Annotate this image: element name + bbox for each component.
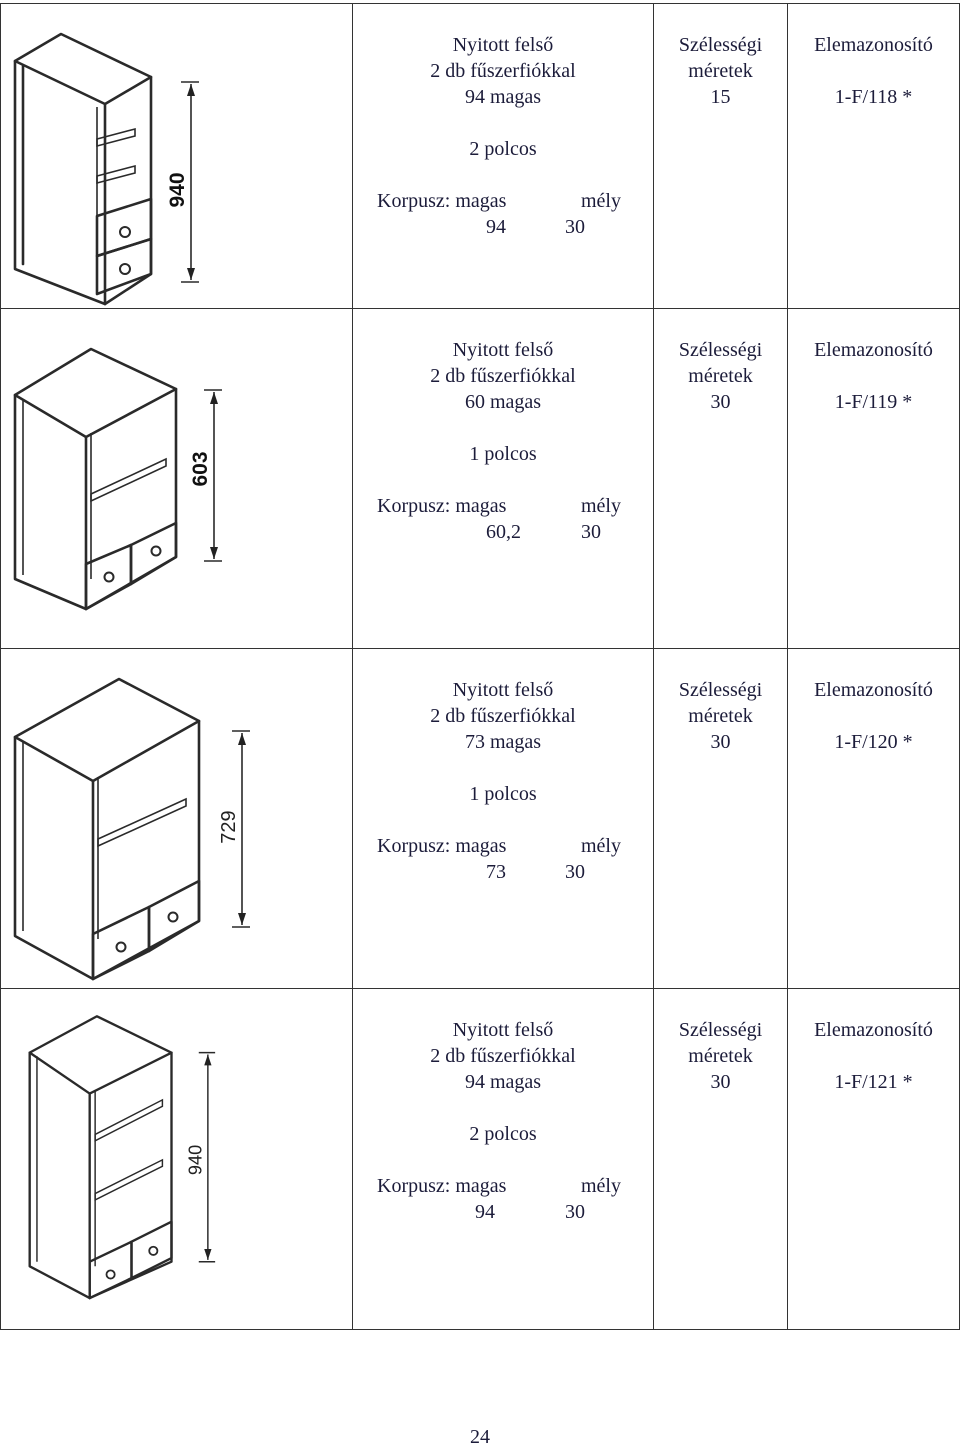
shelf-count: 2 polcos — [469, 1123, 537, 1145]
product-title: Nyitott felső — [452, 679, 554, 701]
product-subtitle: 2 db fűszerfiókkal — [430, 60, 576, 82]
cabinet-drawing — [1, 649, 352, 989]
description-cell — [353, 649, 653, 989]
width-header-2: méretek — [688, 1045, 753, 1067]
id-cell — [788, 649, 959, 989]
page-number: 24 — [470, 1426, 490, 1448]
body-depth-value: 30 — [565, 216, 585, 238]
id-header: Elemazonosító — [814, 1019, 933, 1041]
body-height-value: 94 — [486, 216, 506, 238]
width-value: 30 — [710, 1071, 731, 1093]
table-row — [0, 988, 960, 1330]
body-depth-value: 30 — [581, 521, 601, 543]
body-label: Korpusz: magas — [377, 190, 507, 212]
shelf-count: 1 polcos — [469, 783, 537, 805]
dimension-label: 729 — [218, 810, 240, 844]
width-header: Szélességi — [678, 679, 763, 701]
id-cell — [788, 989, 959, 1329]
width-header: Szélességi — [678, 339, 763, 361]
body-height-value: 73 — [486, 861, 506, 883]
width-header: Szélességi — [678, 34, 763, 56]
product-height: 94 magas — [464, 86, 542, 108]
width-value: 30 — [710, 731, 731, 753]
width-header-2: méretek — [688, 365, 753, 387]
table-row — [0, 648, 960, 989]
shelf-count: 2 polcos — [469, 138, 537, 160]
depth-label: mély — [581, 1175, 621, 1197]
product-subtitle: 2 db fűszerfiókkal — [430, 1045, 576, 1067]
table-row — [0, 308, 960, 649]
product-height: 73 magas — [464, 731, 542, 753]
cabinet-drawing — [1, 309, 352, 649]
id-cell — [788, 4, 959, 344]
body-depth-value: 30 — [565, 1201, 585, 1223]
item-id: 1-F/121 * — [834, 1071, 913, 1093]
cabinet-drawing — [1, 4, 352, 344]
width-value: 15 — [710, 86, 731, 108]
body-label: Korpusz: magas — [377, 835, 507, 857]
body-depth-value: 30 — [565, 861, 585, 883]
depth-label: mély — [581, 835, 621, 857]
width-header-2: méretek — [688, 705, 753, 727]
description-cell — [353, 4, 653, 344]
description-cell — [353, 309, 653, 649]
item-id: 1-F/118 * — [834, 86, 913, 108]
product-title: Nyitott felső — [452, 1019, 554, 1041]
id-header: Elemazonosító — [814, 679, 933, 701]
cabinet-drawing — [1, 989, 352, 1329]
product-title: Nyitott felső — [452, 339, 554, 361]
size-cell — [654, 309, 787, 649]
product-title: Nyitott felső — [452, 34, 554, 56]
id-header: Elemazonosító — [814, 339, 933, 361]
description-cell — [353, 989, 653, 1329]
product-subtitle: 2 db fűszerfiókkal — [430, 705, 576, 727]
product-subtitle: 2 db fűszerfiókkal — [430, 365, 576, 387]
table-row — [0, 3, 960, 344]
depth-label: mély — [581, 190, 621, 212]
shelf-count: 1 polcos — [469, 443, 537, 465]
body-height-value: 94 — [475, 1201, 495, 1223]
size-cell — [654, 4, 787, 344]
width-value: 30 — [710, 391, 731, 413]
dimension-label: 603 — [189, 451, 212, 487]
dimension-label: 940 — [166, 172, 189, 208]
id-header: Elemazonosító — [814, 34, 933, 56]
item-id: 1-F/119 * — [834, 391, 913, 413]
size-cell — [654, 989, 787, 1329]
id-cell — [788, 309, 959, 649]
product-height: 94 magas — [464, 1071, 542, 1093]
dimension-label: 940 — [185, 1144, 206, 1176]
body-height-value: 60,2 — [486, 521, 521, 543]
product-height: 60 magas — [464, 391, 542, 413]
depth-label: mély — [581, 495, 621, 517]
width-header-2: méretek — [688, 60, 753, 82]
width-header: Szélességi — [678, 1019, 763, 1041]
catalog-table — [0, 3, 960, 1362]
item-id: 1-F/120 * — [834, 731, 913, 753]
body-label: Korpusz: magas — [377, 1175, 507, 1197]
body-label: Korpusz: magas — [377, 495, 507, 517]
size-cell — [654, 649, 787, 989]
